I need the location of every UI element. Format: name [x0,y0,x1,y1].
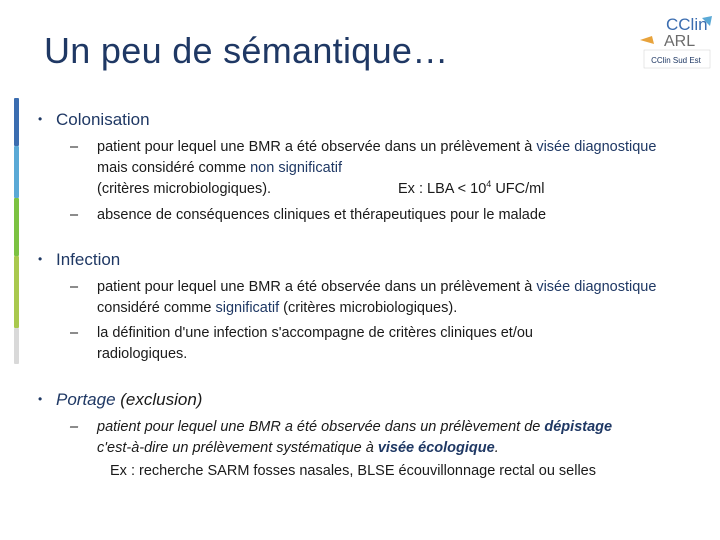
section-portage-heading: • Portage (exclusion) [38,390,203,409]
section-infection-heading: • Infection [38,250,121,269]
section-colonisation-heading: • Colonisation [38,110,150,129]
bullet-icon: • [38,112,43,126]
accent-bar-5 [14,328,19,364]
logo-subtitle: CClin Sud Est [651,56,701,65]
colonisation-example: Ex : LBA < $10^4$ UFC/ml [398,179,545,197]
portage-example: Ex : recherche SARM fosses nasales, BLSE écouvillonnage rectal ou selles [110,463,596,479]
bullet-icon: • [38,392,43,406]
accent-bar-2 [14,146,19,198]
bullet-icon: • [38,252,43,266]
dash-icon: – [70,207,79,223]
logo-letters: CClin [666,15,708,34]
colonisation-item-1: – patient pour lequel une BMR a été observée dans un prélèvement à visée diagnostique mais considéré comme non significatif (critères microbiologiques). [70,139,657,197]
infection-item-1: – patient pour lequel une BMR a été observée dans un prélèvement à visée diagnostique considéré comme significatif (critères microbiologiques). [70,279,657,316]
accent-bar-4 [14,256,19,328]
logo-letters-2: ARL [664,33,696,50]
accent-bar-3 [14,198,19,256]
infection-item-2: – la définition d'une infection s'accompagne de critères cliniques et/ou radiologiques. [70,325,533,362]
dash-icon: – [70,419,79,435]
accent-bar-1 [14,98,19,146]
dash-icon: – [70,139,79,155]
portage-item-1: – patient pour lequel une BMR a été observée dans un prélèvement de dépistage c'est-à-dire un prélèvement systématique à visée écologique. [70,419,613,456]
dash-icon: – [70,279,79,295]
colonisation-item-2: – absence de conséquences cliniques et thérapeutiques pour le malade [70,205,690,227]
dash-icon: – [70,325,79,341]
slide-title: Un peu de sémantique… [44,30,449,71]
